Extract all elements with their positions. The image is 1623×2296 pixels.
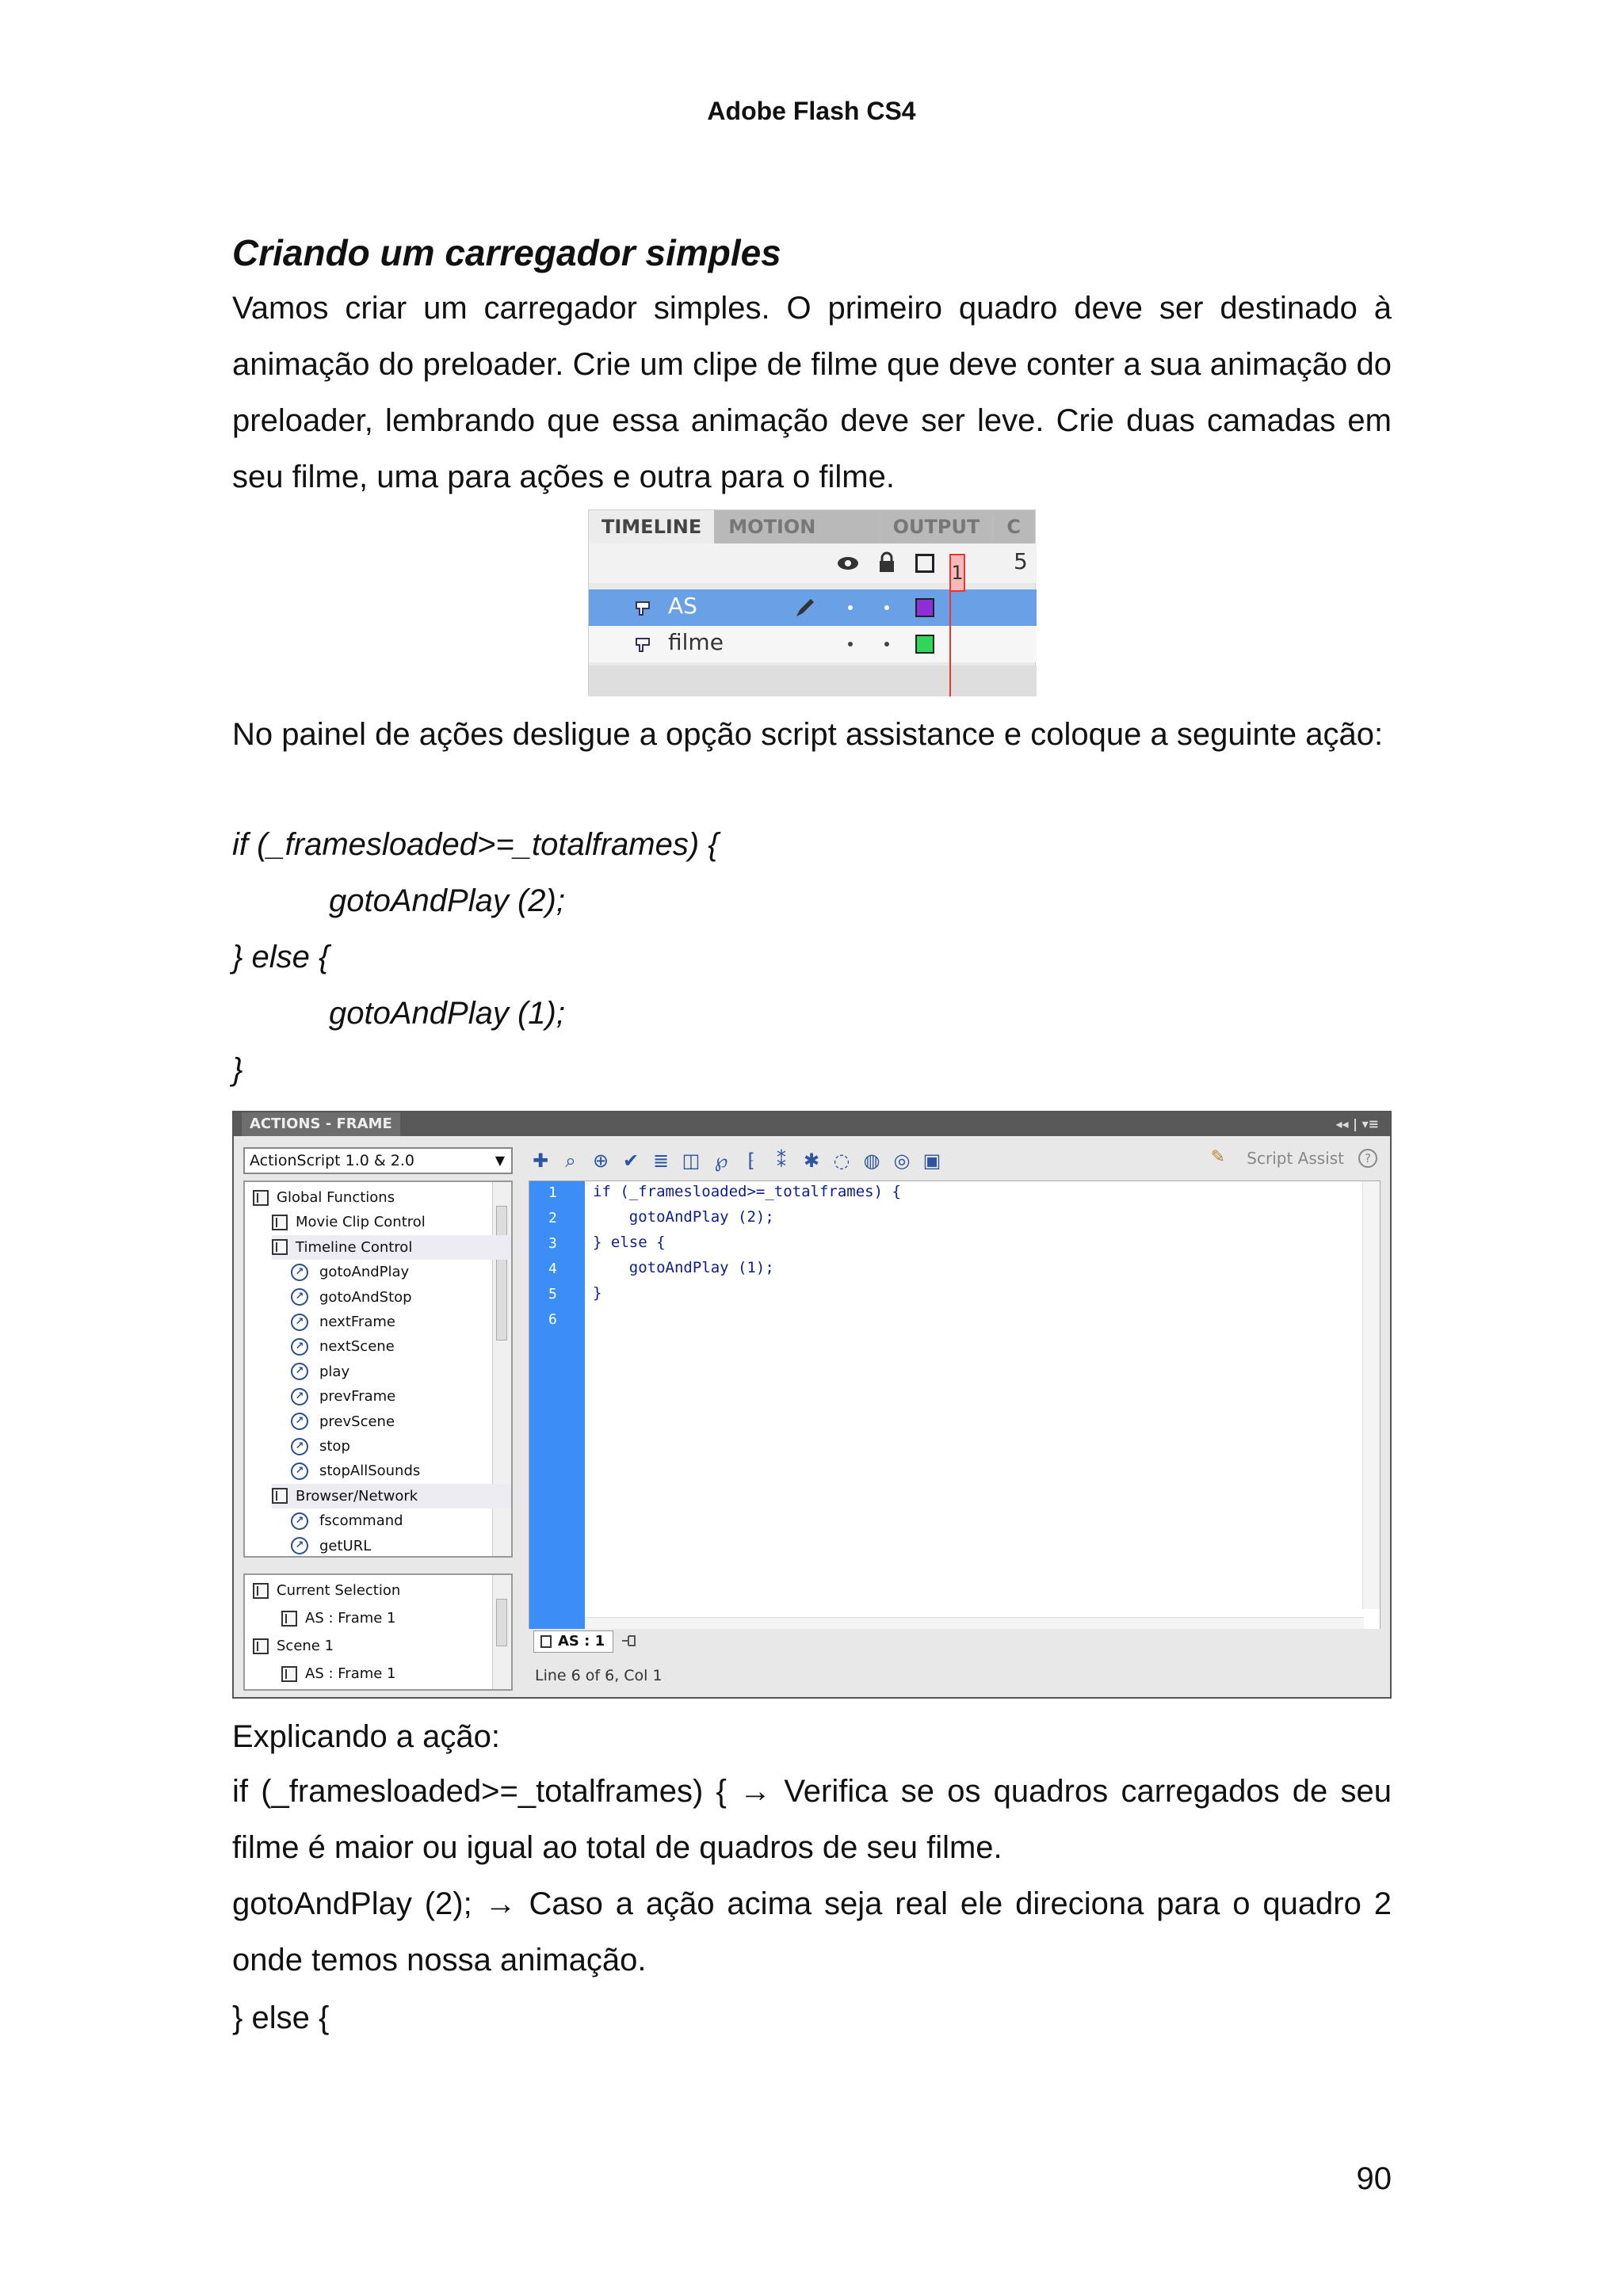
actions-toolbox-tree[interactable] [243, 1180, 513, 1558]
tree-item[interactable] [291, 1384, 395, 1409]
layer-filme[interactable] [589, 626, 1037, 662]
frame-icon [281, 1611, 297, 1627]
tree-item-label: Current Selection [277, 1582, 401, 1599]
status-bar: Line 6 of 6, Col 1 [535, 1667, 663, 1684]
instruction-paragraph: No painel de ações desligue a opção script assistance e coloque a seguinte ação: [232, 717, 1384, 752]
layer-as[interactable] [589, 589, 1037, 626]
remove-comment-icon[interactable]: ◎ [893, 1150, 911, 1172]
language-select[interactable] [243, 1147, 513, 1174]
frame-icon [540, 1635, 552, 1648]
find-icon[interactable]: ⌕ [565, 1150, 576, 1172]
tree-item-label: fscommand [319, 1512, 403, 1530]
wand-icon: ✎ [1210, 1147, 1225, 1167]
tab-timeline[interactable]: TIMELINE [589, 510, 716, 543]
check-syntax-icon[interactable]: ✔ [622, 1150, 640, 1172]
line-number: 5 [548, 1286, 557, 1302]
tree-item-label: prevFrame [319, 1388, 396, 1405]
tree-item[interactable] [291, 1334, 395, 1359]
timeline-tabs [589, 510, 1035, 543]
tree-item-label: Scene 1 [277, 1638, 334, 1654]
scene-icon [253, 1583, 269, 1599]
tree-item-label: nextFrame [319, 1314, 395, 1330]
visibility-dot[interactable] [848, 605, 853, 610]
layer-color-swatch [915, 598, 934, 617]
auto-format-icon[interactable]: ≣ [652, 1150, 670, 1172]
panel-menu-icon[interactable]: ◂◂ | ▾≡ [1335, 1116, 1379, 1131]
frame-icon [281, 1666, 297, 1682]
tree-item[interactable] [291, 1508, 403, 1533]
tree-item-label: nextScene [319, 1338, 395, 1356]
tree-item-label: prevScene [319, 1413, 395, 1430]
book-icon [253, 1190, 269, 1206]
current-frame-marker[interactable]: 1 [949, 554, 965, 592]
tree-item[interactable] [281, 1606, 396, 1630]
lock-dot[interactable] [884, 642, 889, 646]
code-line[interactable]: } else { [593, 1234, 666, 1251]
pin-script-icon[interactable] [621, 1634, 638, 1648]
tree-item[interactable] [291, 1409, 395, 1434]
add-item-icon[interactable]: ✚ [532, 1150, 549, 1172]
book-icon [272, 1239, 288, 1255]
tree-item[interactable] [291, 1360, 349, 1384]
code-hint-icon[interactable]: ◫ [682, 1150, 701, 1172]
help-icon[interactable]: ? [1358, 1149, 1377, 1168]
book-icon [272, 1215, 288, 1230]
debug-options-icon[interactable]: ℘ [714, 1150, 728, 1172]
tree-item-label: stopAllSounds [319, 1463, 421, 1480]
line-number-gutter [529, 1181, 585, 1652]
collapse-selection-icon[interactable]: ⁑ [777, 1150, 786, 1172]
eye-icon[interactable] [836, 555, 860, 572]
tree-item[interactable] [291, 1260, 409, 1284]
tree-item[interactable] [272, 1484, 513, 1508]
tree-item[interactable] [253, 1634, 334, 1658]
scroll-thumb[interactable] [496, 1206, 507, 1341]
tree-item[interactable] [272, 1210, 426, 1234]
code-line-2: gotoAndPlay (2); [329, 883, 565, 918]
tab-motion-editor[interactable]: MOTION [716, 510, 880, 543]
tree-item-label: AS : Frame 1 [305, 1610, 396, 1627]
explain-paragraph-3: } else { [232, 2000, 330, 2035]
layer-name: filme [668, 629, 724, 655]
scroll-thumb[interactable] [496, 1599, 507, 1646]
apply-line-comment-icon[interactable]: ◍ [863, 1150, 880, 1172]
tree-item-label: Global Functions [277, 1189, 395, 1206]
apply-block-comment-icon[interactable]: ◌ [833, 1150, 850, 1172]
tree-item-label: gotoAndStop [319, 1288, 412, 1306]
code-line-4: gotoAndPlay (1); [329, 996, 565, 1031]
book-icon [272, 1488, 288, 1504]
tree-item[interactable] [291, 1459, 420, 1483]
script-navigator-tree[interactable] [243, 1573, 513, 1691]
section-title: Criando um carregador simples [232, 232, 781, 273]
code-line[interactable]: } [593, 1284, 602, 1302]
explain-paragraph-2: gotoAndPlay (2); → Caso a ação acima seja real ele direciona para o quadro 2 onde temos nossa animação. [232, 1886, 1392, 1978]
code-line[interactable]: gotoAndPlay (2); [593, 1208, 774, 1226]
script-tab-label: AS : 1 [558, 1633, 605, 1650]
tree-item-label: Movie Clip Control [296, 1214, 426, 1231]
explain-paragraph-1: if (_framesloaded>=_totalframes) { → Verifica se os quadros carregados de seu filme é maior ou igual ao total de quadros de seu filme. [232, 1774, 1392, 1865]
tree-item-label: getURL [319, 1537, 372, 1554]
show-hide-toolbox-icon[interactable]: ▣ [922, 1150, 941, 1172]
tree-item-label: Timeline Control [296, 1238, 413, 1256]
actions-panel [232, 1111, 1392, 1699]
line-number: 4 [548, 1261, 557, 1277]
chevron-down-icon: ▼ [495, 1153, 505, 1168]
lock-dot[interactable] [884, 605, 889, 610]
tree-item-label: play [319, 1363, 350, 1380]
timeline-footer [589, 666, 1037, 696]
line-number: 1 [548, 1184, 557, 1201]
actions-title[interactable]: ACTIONS - FRAME [242, 1112, 400, 1136]
navigator-scrollbar[interactable] [492, 1575, 511, 1689]
line-number: 6 [548, 1311, 557, 1328]
page-number: 90 [1356, 2161, 1392, 2196]
tree-item-label: gotoAndPlay [319, 1264, 410, 1281]
line-number: 2 [548, 1210, 557, 1226]
pencil-icon [793, 596, 817, 620]
function-icon: ↗ [291, 1537, 308, 1554]
tab-output[interactable]: OUTPUT [880, 510, 995, 543]
function-icon: ↗ [291, 1512, 308, 1530]
tree-item[interactable] [272, 1235, 513, 1260]
function-icon: ↗ [291, 1438, 308, 1455]
tree-item-label: stop [319, 1438, 350, 1455]
function-icon: ↗ [291, 1388, 308, 1405]
layer-icon [635, 635, 652, 653]
tree-item[interactable] [253, 1578, 400, 1603]
script-editor[interactable] [529, 1180, 1381, 1653]
scene-icon [253, 1638, 269, 1654]
target-path-icon[interactable]: ⊕ [592, 1150, 609, 1172]
function-icon: ↗ [291, 1314, 308, 1331]
tree-item[interactable] [291, 1434, 350, 1459]
code-line[interactable]: if (_framesloaded>=_totalframes) { [593, 1183, 901, 1200]
explain-heading: Explicando a ação: [232, 1719, 501, 1754]
lock-icon[interactable] [877, 551, 896, 574]
layer-name: AS [668, 593, 697, 619]
language-select-value: ActionScript 1.0 & 2.0 [250, 1152, 414, 1169]
tree-item[interactable] [253, 1185, 395, 1210]
line-number: 3 [548, 1235, 557, 1252]
code-line[interactable]: gotoAndPlay (1); [593, 1259, 774, 1276]
layer-color-swatch [915, 635, 934, 654]
code-line-3: } else { [232, 940, 330, 974]
timeline-header [589, 543, 1037, 583]
script-tab[interactable] [533, 1630, 613, 1653]
layer-icon [635, 599, 652, 616]
outline-toggle-icon[interactable] [915, 554, 934, 573]
frame-marker: 5 [1014, 548, 1028, 574]
function-icon: ↗ [291, 1363, 308, 1380]
intro-paragraph: Vamos criar um carregador simples. O primeiro quadro deve ser destinado à animação do preloader. Crie um clipe de filme que deve conter a sua animação do preloader, lembrando que essa animação deve ser leve. Crie duas camadas em seu filme, uma para ações e outra para o filme. [232, 291, 1392, 494]
function-icon: ↗ [291, 1413, 308, 1430]
visibility-dot[interactable] [848, 642, 853, 646]
tree-item-label: AS : Frame 1 [305, 1665, 396, 1682]
collapse-between-braces-icon[interactable]: ⁅ [747, 1150, 755, 1172]
editor-scrollbar[interactable] [1362, 1181, 1380, 1609]
script-assist-button[interactable]: Script Assist [1247, 1149, 1344, 1168]
code-line-5: } [232, 1052, 243, 1087]
function-icon: ↗ [291, 1338, 308, 1356]
code-line-1: if (_framesloaded>=_totalframes) { [232, 827, 719, 862]
tree-item-label: Browser/Network [296, 1487, 418, 1505]
function-icon: ↗ [291, 1288, 308, 1306]
timeline-panel [588, 509, 1036, 696]
tree-item[interactable] [291, 1285, 412, 1310]
running-header: Adobe Flash CS4 [707, 97, 916, 125]
expand-all-icon[interactable]: ✱ [803, 1150, 820, 1172]
tab-more[interactable]: C [994, 510, 1035, 543]
function-icon: ↗ [291, 1463, 308, 1480]
script-tab-bar [529, 1629, 1381, 1653]
tree-item[interactable] [291, 1534, 371, 1558]
tree-item[interactable] [281, 1661, 396, 1686]
actions-title-bar [234, 1112, 1390, 1136]
tree-item[interactable] [291, 1310, 395, 1334]
function-icon: ↗ [291, 1264, 308, 1281]
